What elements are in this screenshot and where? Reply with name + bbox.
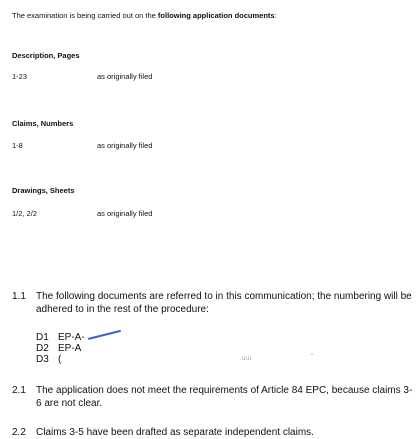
document-text: ( — [58, 354, 62, 365]
document-item — [36, 332, 85, 343]
row-value: as originally filed — [97, 209, 153, 218]
intro-after: : — [274, 11, 277, 20]
paragraph-1-1 — [12, 290, 416, 316]
redaction-stroke — [88, 330, 121, 340]
faint-mark: " — [311, 354, 314, 360]
paragraph-number: 1.1 — [12, 291, 26, 302]
paragraph-number: 2.2 — [12, 427, 26, 438]
paragraph-text: The application does not meet the requirements of Article 84 EPC, because claims 3-6 are not clear. — [36, 385, 413, 409]
row-number: 1/2, 2/2 — [12, 209, 38, 218]
section-title-claims: Claims, Numbers — [12, 119, 74, 128]
intro-line — [12, 11, 412, 21]
intro-bold: following application documents — [157, 11, 275, 20]
document-label: D3 — [36, 354, 49, 365]
document-label: D2 — [36, 343, 49, 354]
document-text: EP-A — [58, 343, 82, 354]
row-number: 1-23 — [12, 72, 28, 81]
paragraph-number: 2.1 — [12, 385, 26, 396]
row-value: as originally filed — [97, 141, 153, 150]
row-number: 1-8 — [12, 141, 23, 150]
document-list — [36, 332, 85, 365]
row-value: as originally filed — [97, 72, 153, 81]
document-item — [36, 354, 85, 365]
faint-mark: .uui — [240, 356, 252, 362]
document-text: EP-A- — [58, 332, 85, 343]
section-title-description: Description, Pages — [12, 51, 80, 60]
paragraph-text: The following documents are referred to in this communication; the numbering will be adhered to in the rest of the procedure: — [36, 291, 412, 315]
document-item — [36, 343, 85, 354]
section-title-drawings: Drawings, Sheets — [12, 186, 75, 195]
paragraph-text: Claims 3-5 have been drafted as separate independent claims. — [36, 427, 314, 438]
paragraph-2-1 — [12, 384, 416, 410]
document-label: D1 — [36, 332, 49, 343]
paragraph-2-2 — [12, 426, 416, 439]
intro-before: The examination is being carried out on the — [12, 11, 158, 20]
